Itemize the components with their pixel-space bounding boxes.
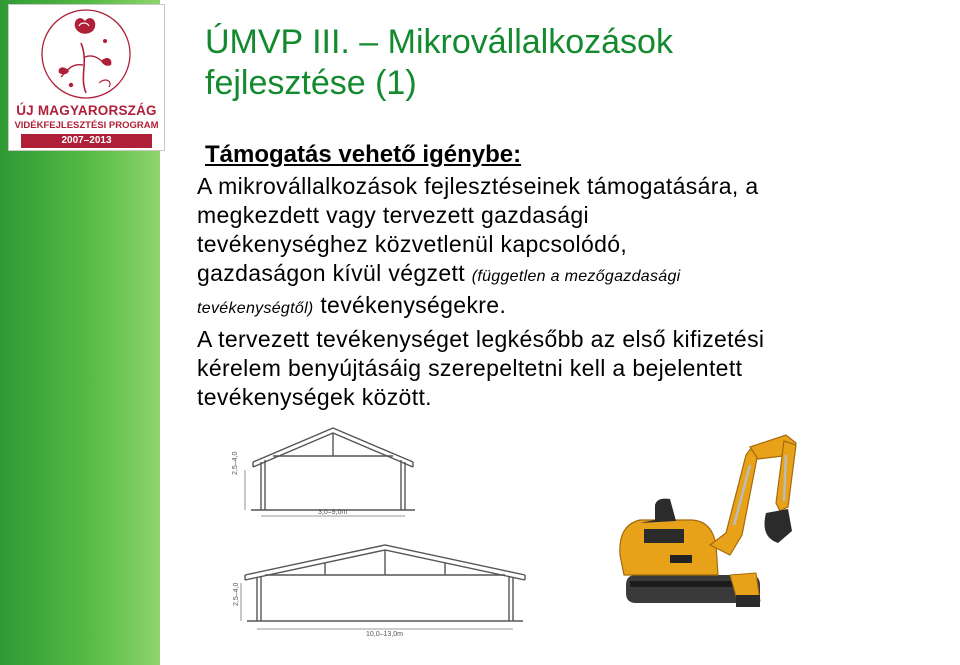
slide-body: [197, 141, 932, 412]
paragraph-1-line1: A mikrovállalkozások fejlesztéseinek támogatására, a: [197, 173, 759, 199]
program-logo: [8, 4, 165, 151]
logo-years: 2007–2013: [21, 134, 152, 148]
slide-title-line1: ÚMVP III. – Mikrovállalkozások: [205, 23, 673, 61]
paragraph-1-line2: megkezdett vagy tervezett gazdasági: [197, 202, 589, 228]
paragraph-1-line3: tevékenységhez közvetlenül kapcsolódó,: [197, 231, 628, 257]
large-building-width-label: 10,0–13,0m: [366, 631, 403, 638]
rose-emblem-icon: [9, 5, 164, 105]
subheading: Támogatás vehető igénybe:: [205, 141, 522, 168]
logo-subtitle: VIDÉKFEJLESZTÉSI PROGRAM: [14, 120, 159, 131]
small-building-width-label: 3,0–9,0m: [318, 509, 348, 516]
slide-title: [205, 22, 905, 104]
paragraph-1-line4-note: (független a mezőgazdasági: [471, 268, 681, 285]
large-building-height-label: 2,5–4,0: [233, 582, 240, 606]
paragraph-1-line5: [197, 291, 932, 323]
slide-title-line2: fejlesztése (1): [205, 64, 417, 102]
mini-excavator-image: [600, 425, 820, 620]
small-building-height-label: 2,5–4,0: [232, 451, 239, 475]
paragraph-2-line2: kérelem benyújtásáig szerepeltetni kell a bejelentett: [197, 355, 743, 381]
paragraph-1: [197, 172, 932, 323]
paragraph-1-line4: [197, 259, 932, 291]
paragraph-2: [197, 325, 932, 412]
logo-title: ÚJ MAGYARORSZÁG: [16, 103, 157, 118]
large-building-drawing: [235, 535, 535, 635]
paragraph-2-line1: A tervezett tevékenységet legkésőbb az első kifizetési: [197, 326, 765, 352]
paragraph-1-line5-note: tevékenységtől): [197, 300, 314, 317]
paragraph-2-line3: tevékenységek között.: [197, 384, 432, 410]
paragraph-1-line4-main: gazdaságon kívül végzett: [197, 260, 465, 286]
paragraph-1-line5-main: tevékenységekre.: [320, 292, 507, 318]
